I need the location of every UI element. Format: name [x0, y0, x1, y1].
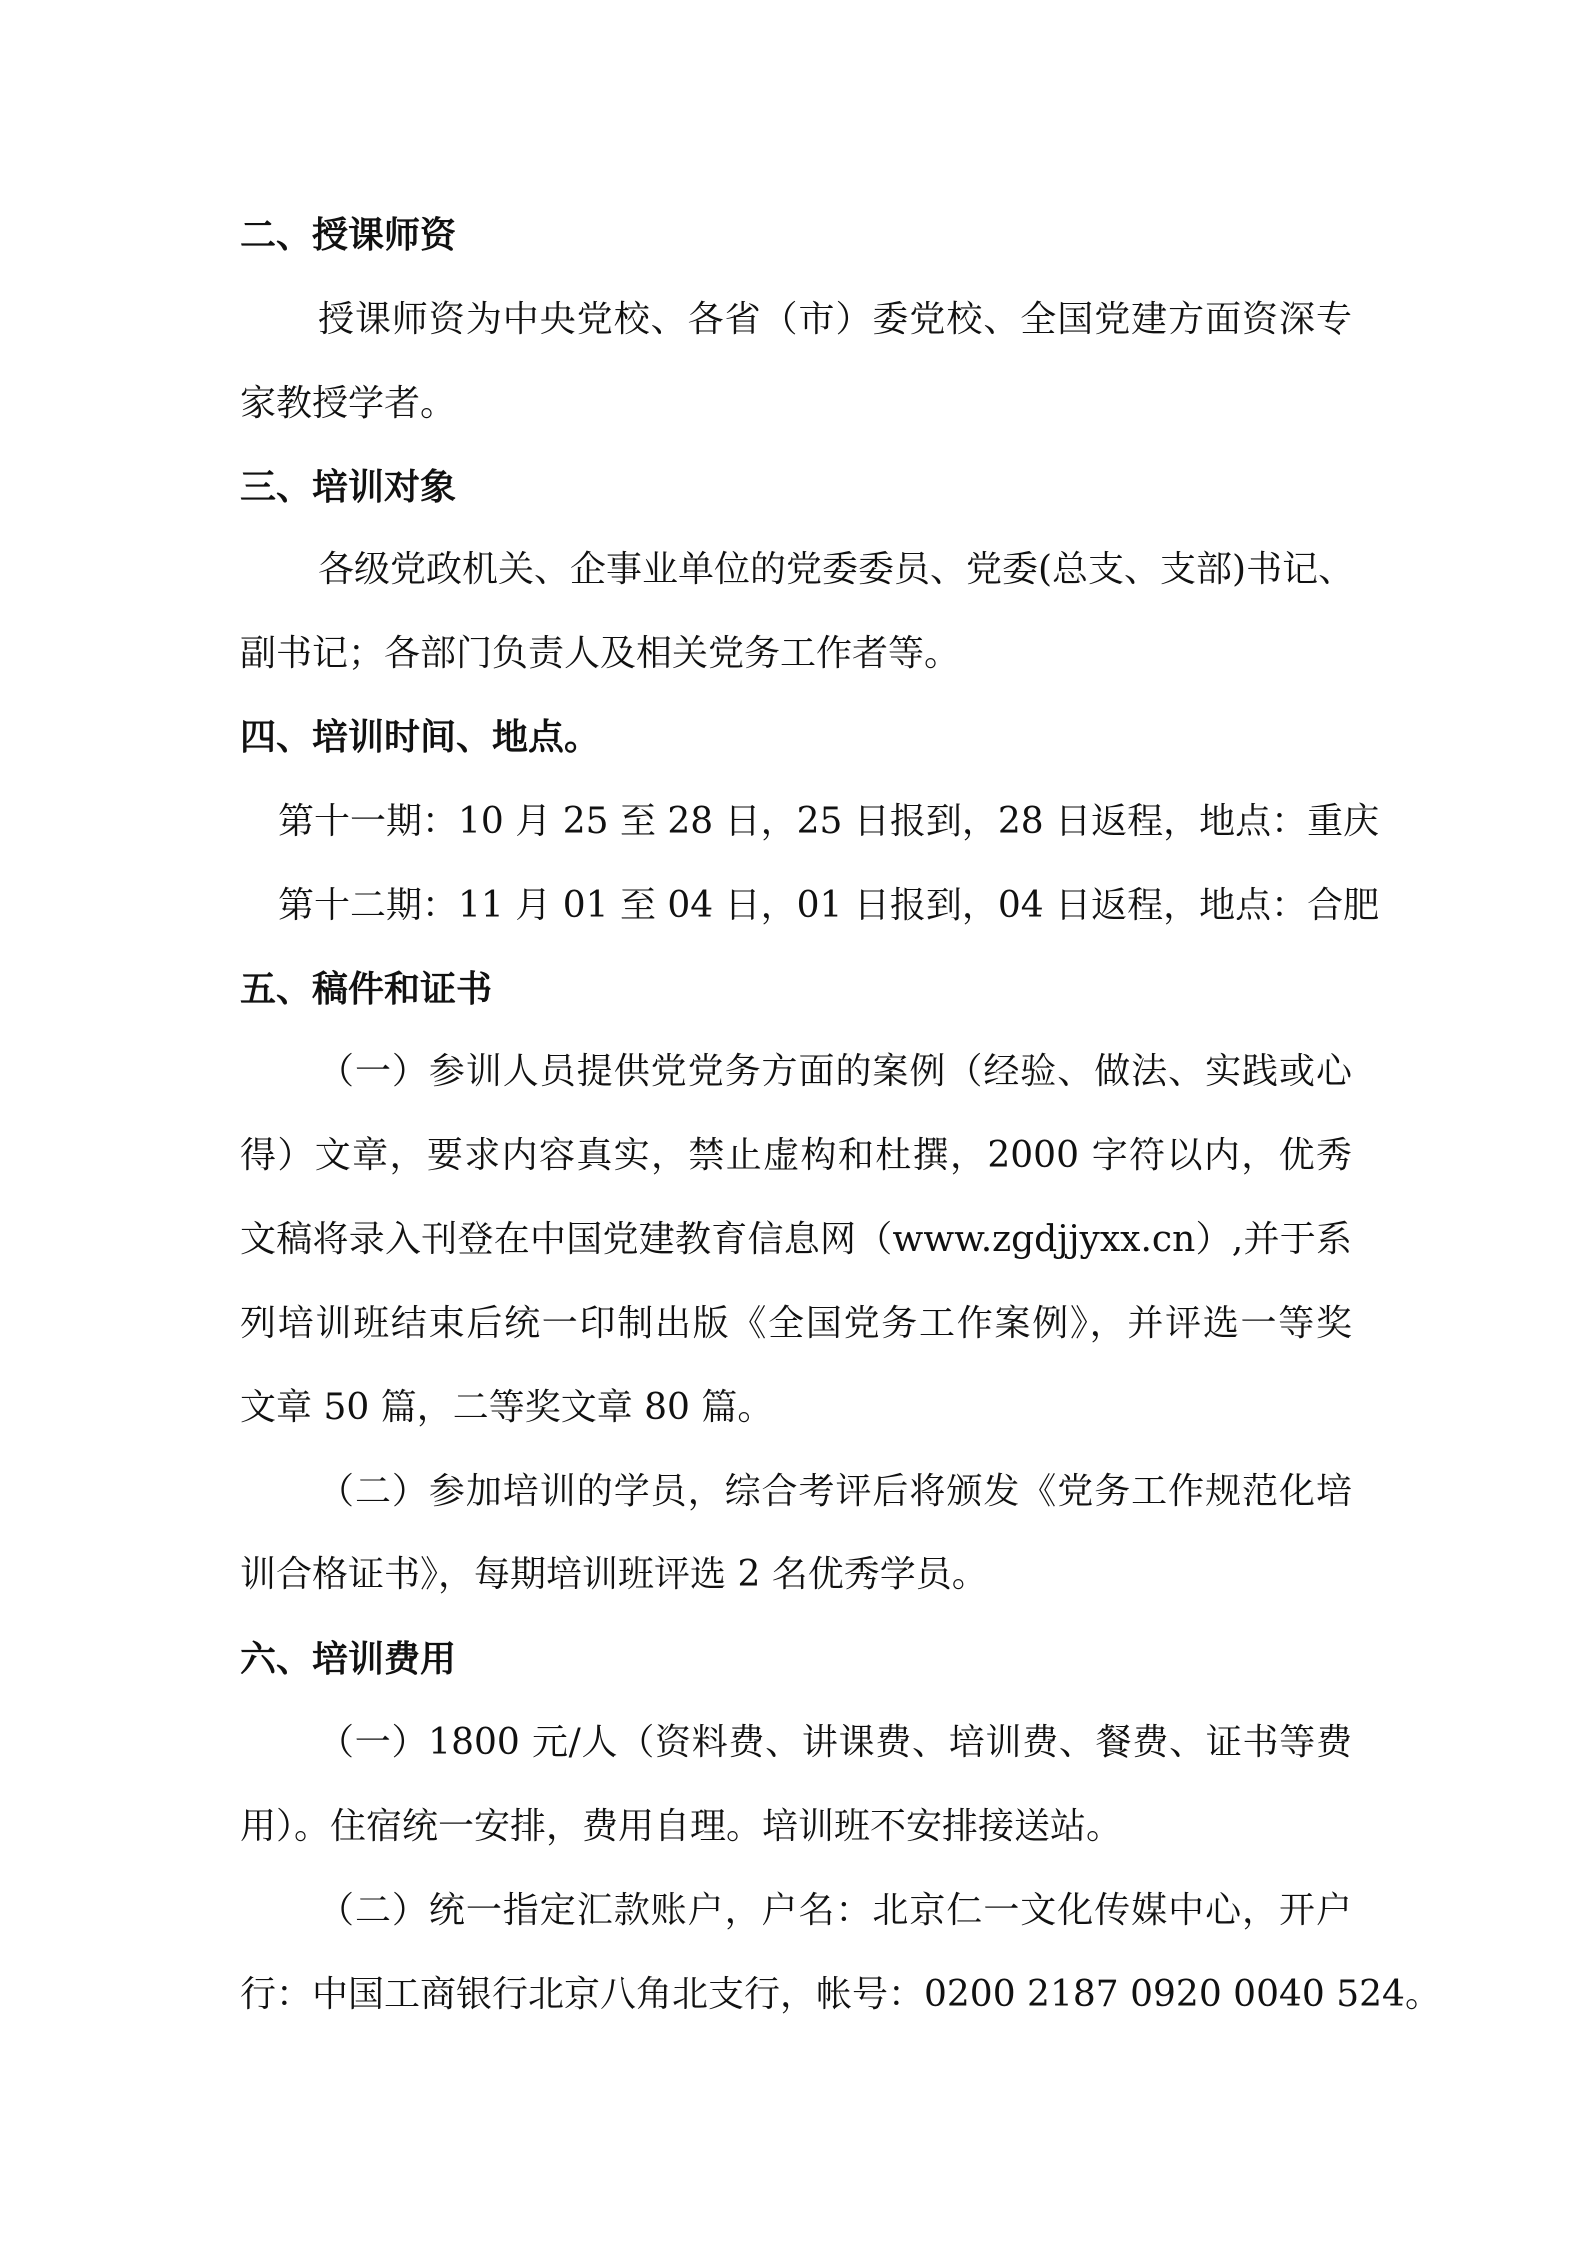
period-line: 第十一期：10 月 25 至 28 日，25 日报到，28 日返程，地点：重庆 — [278, 801, 1380, 842]
paragraph-line: （一）1800 元/人（资料费、讲课费、培训费、餐费、证书等费 — [318, 1722, 1352, 1763]
section-heading-audience: 三、培训对象 — [240, 466, 457, 508]
period-line: 第十二期：11 月 01 至 04 日，01 日报到，04 日返程，地点：合肥 — [278, 885, 1380, 926]
paragraph-line: 文稿将录入刊登在中国党建教育信息网（www.zgdjjyxx.cn）,并于系 — [240, 1219, 1352, 1260]
paragraph-line: （二）统一指定汇款账户，户名：北京仁一文化传媒中心，开户 — [318, 1890, 1352, 1931]
paragraph-line: 得）文章，要求内容真实，禁止虚构和杜撰，2000 字符以内，优秀 — [240, 1135, 1352, 1176]
paragraph-line: 训合格证书》，每期培训班评选 2 名优秀学员。 — [240, 1554, 988, 1595]
section-heading-time-place: 四、培训时间、地点。 — [240, 716, 601, 758]
section-heading-teachers: 二、授课师资 — [240, 214, 457, 256]
section-heading-manuscripts: 五、稿件和证书 — [240, 968, 493, 1010]
paragraph-line: 文章 50 篇，二等奖文章 80 篇。 — [240, 1387, 774, 1428]
paragraph-line: （二）参加培训的学员，综合考评后将颁发《党务工作规范化培 — [318, 1471, 1352, 1512]
section-heading-fees: 六、培训费用 — [240, 1638, 457, 1680]
paragraph-line: 行：中国工商银行北京八角北支行，帐号：0200 2187 0920 0040 524。 — [240, 1974, 1441, 2015]
paragraph-line: 授课师资为中央党校、各省（市）委党校、全国党建方面资深专 — [318, 299, 1352, 340]
paragraph-line: （一）参训人员提供党党务方面的案例（经验、做法、实践或心 — [318, 1051, 1352, 1092]
paragraph-line: 列培训班结束后统一印制出版《全国党务工作案例》，并评选一等奖 — [240, 1303, 1352, 1344]
paragraph-line: 家教授学者。 — [240, 383, 457, 424]
paragraph-line: 各级党政机关、企事业单位的党委委员、党委(总支、支部)书记、 — [318, 549, 1355, 590]
paragraph-line: 副书记；各部门负责人及相关党务工作者等。 — [240, 633, 961, 674]
paragraph-line: 用）。住宿统一安排，费用自理。培训班不安排接送站。 — [240, 1806, 1123, 1847]
